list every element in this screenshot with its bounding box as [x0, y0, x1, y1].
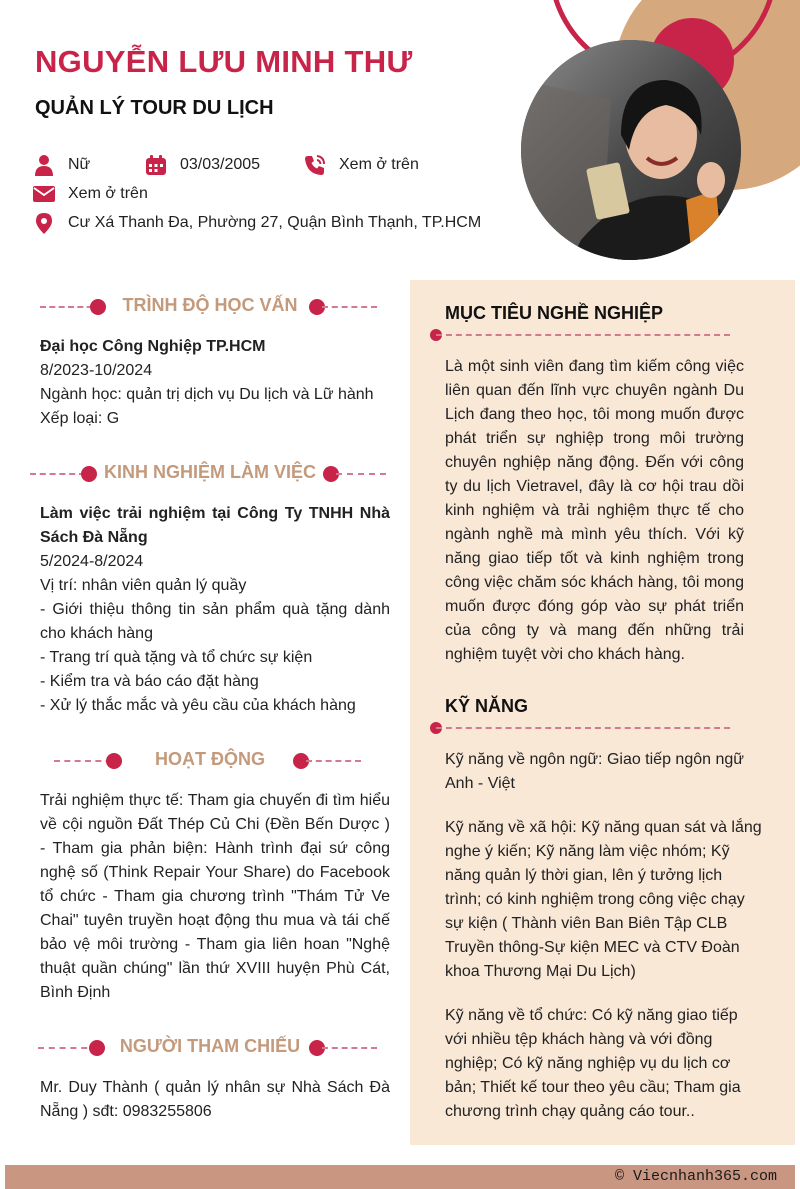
activities-text: Trải nghiệm thực tế: Tham gia chuyến đi tìm hiểu về cội nguồn Đất Thép Củ Chi (Đền Bến Dược ) - Tham gia phản biện: Hành trình đại sứ công nghệ số (Think Repair Your Share) do Facebook tổ chức - Tham gia chương trình "Thám Tử Ve Chai" tuyên truyền hoạt động thu mua và tái chế bảo vệ môi trường - Tham gia liên hoan "Nghệ thuật quần chúng" lần thứ XVIII huyện Phù Cát, Bình Định [40, 792, 390, 1001]
person-icon [33, 154, 55, 176]
gender-value: Nữ [68, 156, 91, 173]
skill-item-social: Kỹ năng về xã hội: Kỹ năng quan sát và lắng nghe ý kiến; Kỹ năng làm việc nhóm; Kỹ năng quản lý thời gian, lên ý tưởng lịch trình; có kinh nghiệm trong công việc chạy sự kiện ( Thành viên Ban Biên Tập CLB Truyền thông-Sự kiện MEC và CTV Đoàn khoa Thương Mại Du Lịch) [445, 819, 762, 980]
email-value: Xem ở trên [68, 185, 148, 202]
section-header-education [30, 293, 390, 321]
info-phone [304, 154, 419, 176]
calendar-icon [145, 154, 167, 176]
education-block [40, 335, 390, 431]
footer-credit: © Viecnhanh365.com [614, 1168, 777, 1185]
section-header-skills [430, 696, 730, 735]
section-rule [430, 328, 730, 342]
education-rank: Xếp loại: G [40, 410, 120, 427]
footer-bar [5, 1165, 795, 1189]
section-rule [322, 1047, 377, 1049]
section-rule [306, 760, 361, 762]
info-email [33, 183, 148, 205]
section-title-education: TRÌNH ĐỘ HỌC VẤN [122, 295, 298, 315]
reference-block [40, 1076, 390, 1124]
section-title-activities: HOẠT ĐỘNG [155, 749, 265, 769]
experience-duty: - Trang trí quà tặng và tổ chức sự kiện [40, 649, 313, 666]
section-title-objective: MỤC TIÊU NGHỀ NGHIỆP [445, 303, 664, 323]
section-rule [336, 473, 386, 475]
section-header-objective [430, 303, 730, 342]
experience-block [40, 502, 390, 718]
phone-value: Xem ở trên [339, 156, 419, 173]
info-birthday [145, 154, 260, 176]
section-dashed-line [436, 727, 730, 729]
section-header-reference [30, 1034, 390, 1062]
location-pin-icon [33, 212, 55, 234]
section-header-activities [30, 747, 390, 775]
skills-block [445, 748, 763, 1124]
birthday-value: 03/03/2005 [180, 156, 261, 173]
experience-position: Vị trí: nhân viên quản lý quầy [40, 577, 247, 594]
skill-item-language: Kỹ năng về ngôn ngữ: Giao tiếp ngôn ngữ Anh - Việt [445, 751, 744, 792]
envelope-icon [33, 183, 55, 205]
objective-block [445, 355, 744, 667]
section-rule [430, 721, 730, 735]
profile-photo-image [521, 40, 741, 260]
job-title: QUẢN LÝ TOUR DU LỊCH [35, 97, 274, 119]
reference-text: Mr. Duy Thành ( quản lý nhân sự Nhà Sách Đà Nẵng ) sđt: 0983255806 [40, 1079, 390, 1120]
skill-item-organization: Kỹ năng về tổ chức: Có kỹ năng giao tiếp với nhiều tệp khách hàng và với đồng nghiệp; Có kỹ năng nghiệp vụ du lịch cơ bản; Thiết kế tour theo yêu cầu; Tham gia chương trình chạy quảng cáo tour.. [445, 1007, 741, 1120]
section-dashed-line [436, 334, 730, 336]
info-address [33, 212, 481, 234]
experience-company: Làm việc trải nghiệm tại Công Ty TNHH Nhà Sách Đà Nẵng [40, 505, 390, 546]
section-title-reference: NGƯỜI THAM CHIẾU [119, 1036, 301, 1056]
address-value: Cư Xá Thanh Đa, Phường 27, Quận Bình Thạnh, TP.HCM [68, 214, 482, 231]
section-header-experience [30, 460, 390, 488]
experience-period: 5/2024-8/2024 [40, 553, 144, 570]
section-title-skills: KỸ NĂNG [445, 696, 529, 716]
section-rule [322, 306, 377, 308]
education-school: Đại học Công Nghiệp TP.HCM [40, 338, 266, 355]
activities-block [40, 789, 390, 1005]
phone-icon [304, 154, 326, 176]
candidate-name: NGUYỄN LƯU MINH THƯ [35, 44, 413, 79]
section-title-experience: KINH NGHIỆM LÀM VIỆC [103, 462, 316, 482]
education-period: 8/2023-10/2024 [40, 362, 153, 379]
objective-text: Là một sinh viên đang tìm kiếm công việc liên quan đến lĩnh vực chuyên ngành Du Lịch đang theo học, tôi mong muốn được phát triển sự nghiệp trong môi trường chuyên nghiệp năng động. Đến với công ty du lịch Vietravel, đây là cơ hội trau dồi kinh nghiệm và trải nghiệm thực tế cho ngành nghề mà mình yêu thích. Với kỹ năng giao tiếp tốt và kinh nghiệm trong công việc chăm sóc khách hàng, tôi mong muốn được đóng góp vào sự phát triển của công ty và mang đến những trải nghiệm tuyệt vời cho khách hàng. [445, 358, 744, 663]
education-major: Ngành học: quản trị dịch vụ Du lịch và Lữ hành [40, 386, 374, 403]
experience-duty: - Xử lý thắc mắc và yêu cầu của khách hàng [40, 697, 356, 714]
info-gender [33, 154, 90, 176]
experience-duty: - Kiểm tra và báo cáo đặt hàng [40, 673, 259, 690]
experience-duty: - Giới thiệu thông tin sản phẩm quà tặng dành cho khách hàng [40, 601, 390, 642]
profile-photo [521, 40, 741, 260]
